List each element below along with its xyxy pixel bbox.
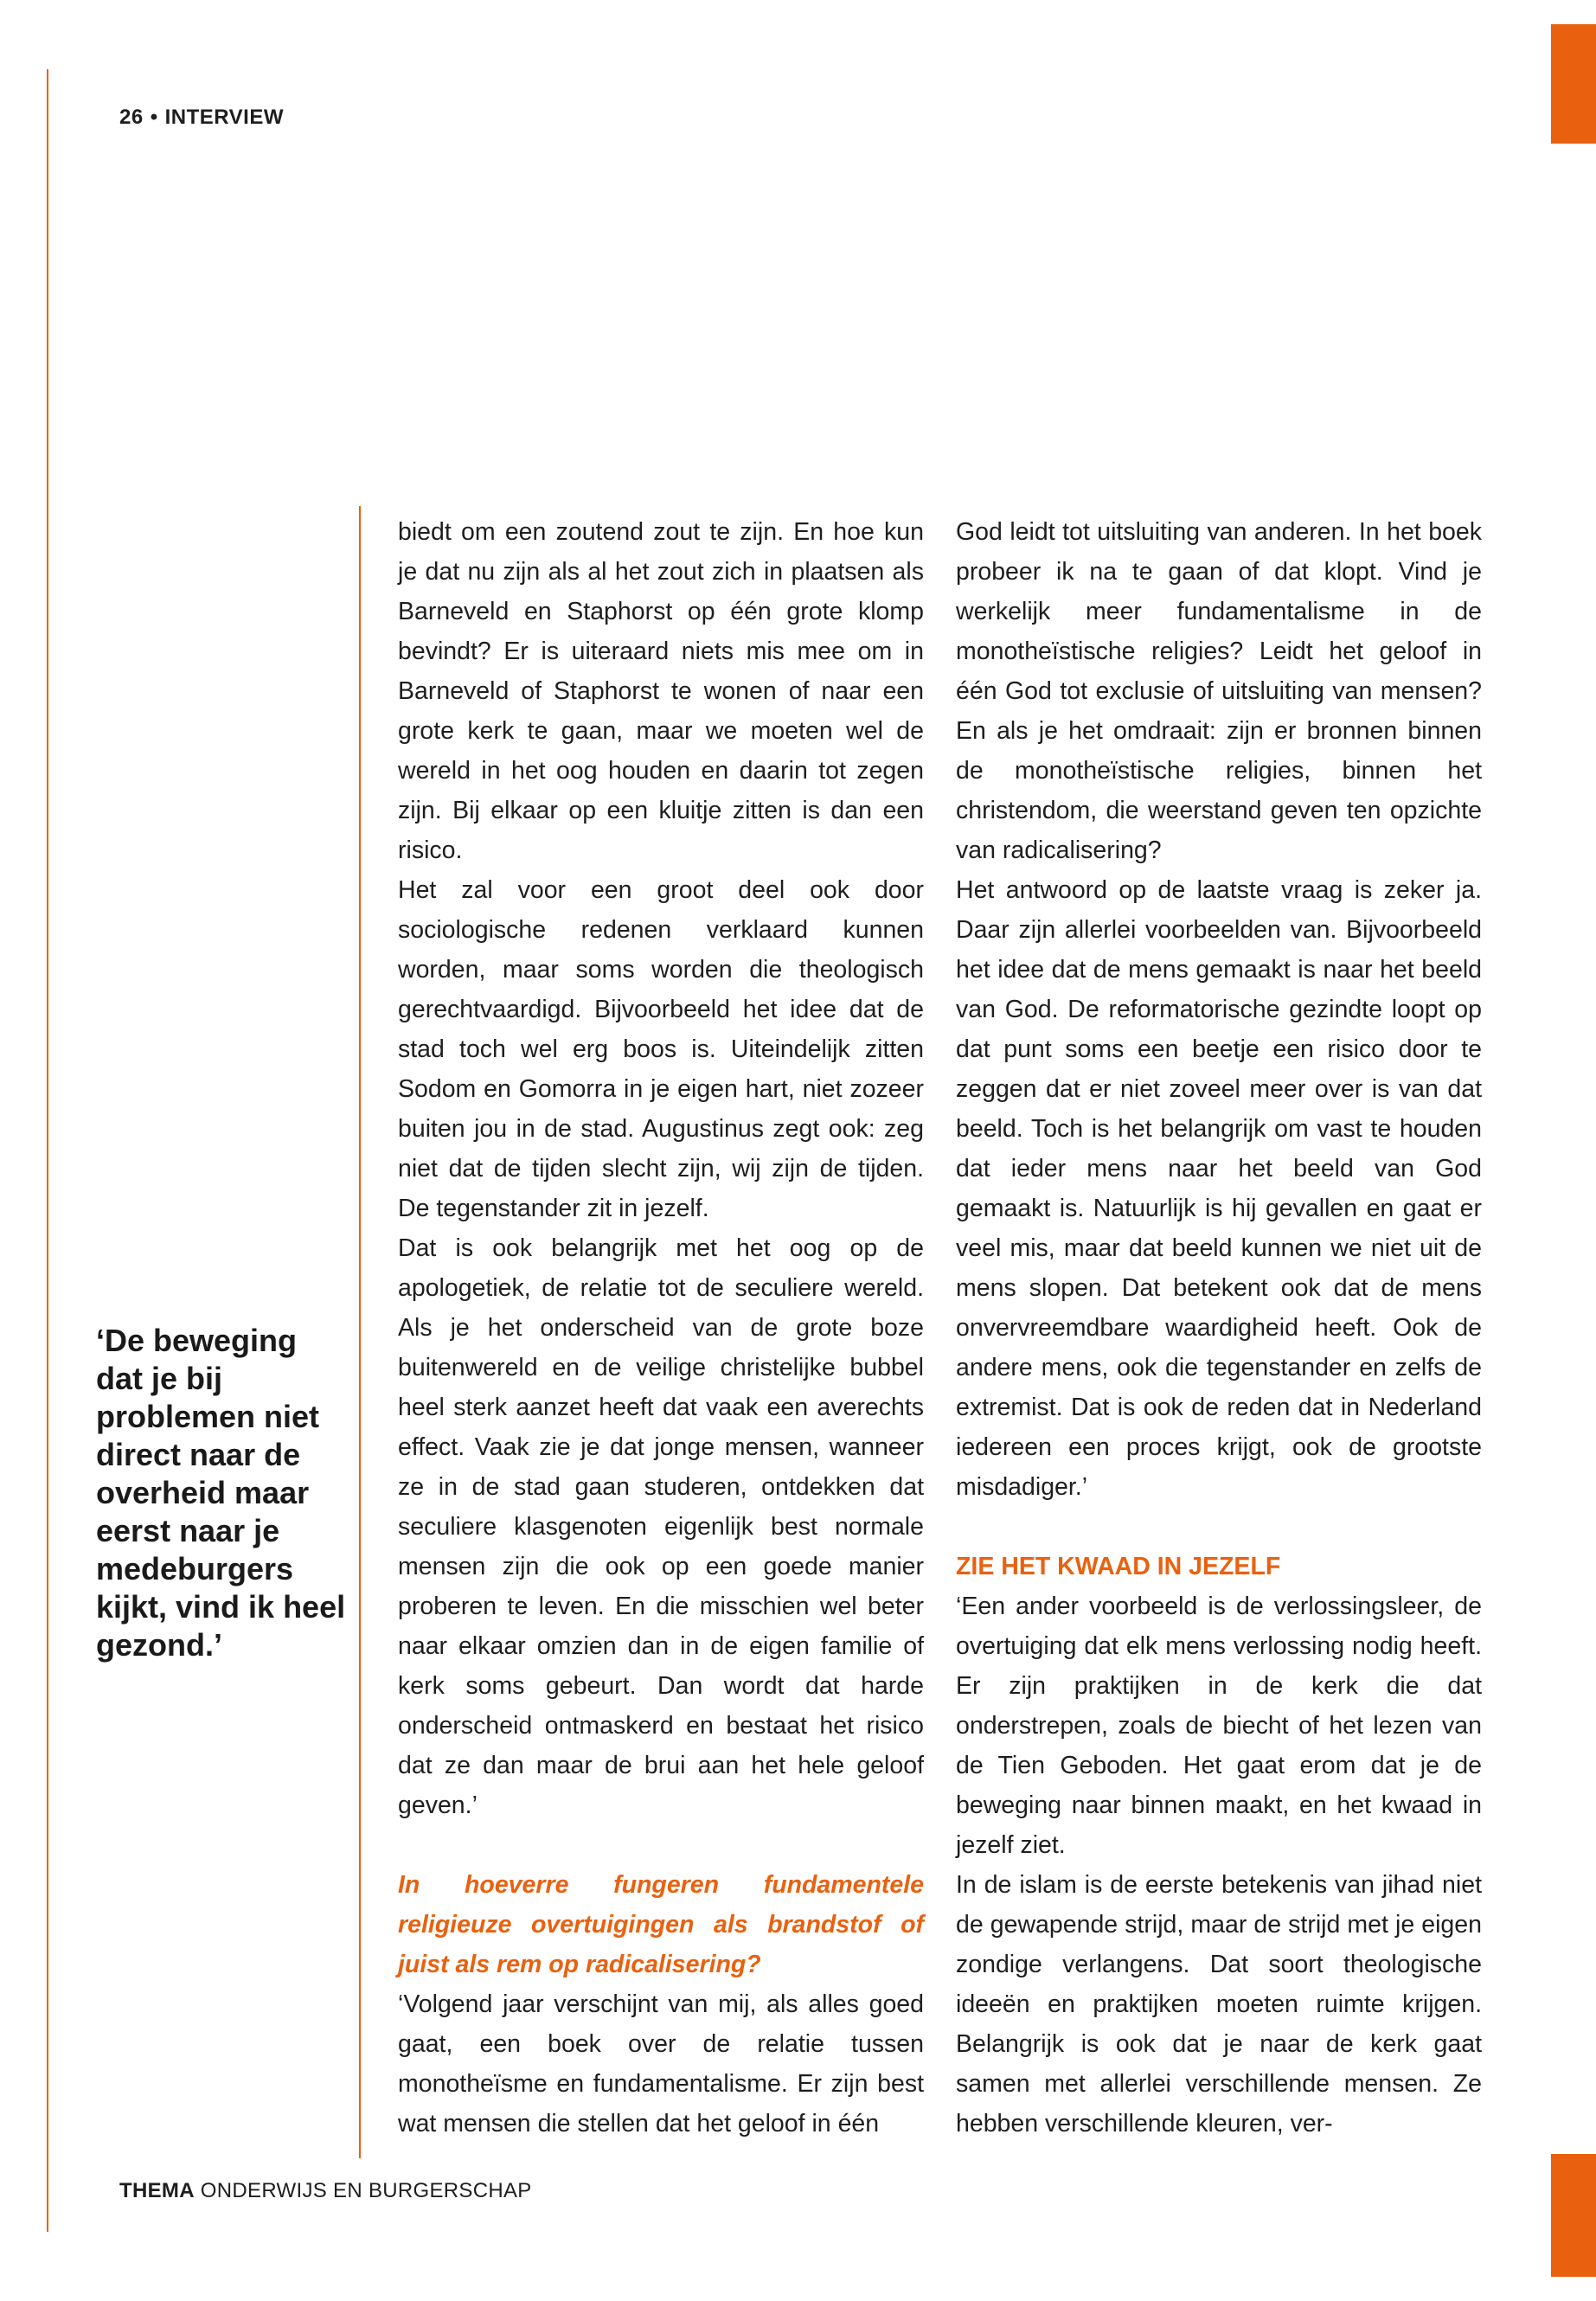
paragraph: Het zal voor een groot deel ook door sociologische redenen verklaard kunnen worden, maar soms worden die theologisch gerechtvaardigd. Bijvoorbeeld het idee dat de stad toch wel erg boos is. Uiteindelijk zitten Sodom en Gomorra in je eigen hart, niet zozeer buiten jou in de stad. Augustinus zegt ook: zeg niet dat de tijden slecht zijn, wij zijn de tijden. De tegenstander zit in jezelf. xyxy=(398,876,924,1222)
orange-edge-tab-top xyxy=(1551,24,1596,144)
page-header xyxy=(119,106,284,130)
pullquote-divider-rule xyxy=(359,506,361,2158)
section-label: INTERVIEW xyxy=(164,106,285,129)
paragraph: Het antwoord op de laatste vraag is zeker ja. Daar zijn allerlei voorbeelden van. Bijvoorbeeld het idee dat de mens gemaakt is naar het beeld van God. De reformatorische gezindte loopt op dat punt soms een beetje een risico door te zeggen dat er niet zoveel meer over is van dat beeld. Toch is het belangrijk om vast te houden dat ieder mens naar het beeld van God gemaakt is. Natuurlijk is hij gevallen en gaat er veel mis, maar dat beeld kunnen we niet uit de mens slopen. Dat betekent ook dat de mens onvervreemdbare waardigheid heeft. Ook de andere mens, ook die tegenstander en zelfs de extremist. Dat is ook de reden dat in Nederland iedereen een proces krijgt, ook de grootste misdadiger.’ xyxy=(956,876,1482,1501)
left-margin-rule xyxy=(47,69,48,2232)
magazine-brand: THEMA xyxy=(119,2179,195,2202)
page-footer xyxy=(119,2179,532,2203)
paragraph: ‘Volgend jaar verschijnt van mij, als alles goed gaat, een boek over de relatie tussen monotheïsme en fundamentalisme. Er zijn best wat mensen die stellen dat het geloof in één xyxy=(398,1990,924,2138)
paragraph: God leidt tot uitsluiting van anderen. In het boek probeer ik na te gaan of dat klopt. Vind je werkelijk meer fundamentalisme in de monotheïstische religies? Leidt het geloof in één God tot exclusie of uitsluiting van mensen? En als je het omdraait: zijn er bronnen binnen de monotheïstische religies, binnen het christendom, die weerstand geven ten opzichte van radicalisering? xyxy=(956,518,1482,864)
page-number: 26 xyxy=(119,106,144,129)
article-column-2 xyxy=(956,512,1482,2144)
orange-edge-tab-bottom xyxy=(1551,2154,1596,2277)
header-separator: • xyxy=(150,106,158,129)
pull-quote: ‘De beweging dat je bij problemen niet direct naar de overheid maar eerst naar je medeburgers kijkt, vind ik heel gezond.’ xyxy=(96,1323,346,1663)
paragraph: biedt om een zoutend zout te zijn. En hoe kun je dat nu zijn als al het zout zich in plaatsen als Barneveld en Staphorst op één grote klomp bevindt? Er is uiteraard niets mis mee om in Barneveld of Staphorst te wonen of naar een grote kerk te gaan, maar we moeten wel de wereld in het oog houden en daarin tot zegen zijn. Bij elkaar op een kluitje zitten is dan een risico. xyxy=(398,518,924,864)
section-heading: ZIE HET KWAAD IN JEZELF xyxy=(956,1553,1281,1580)
magazine-subtitle: ONDERWIJS EN BURGERSCHAP xyxy=(200,2179,532,2202)
paragraph: In de islam is de eerste betekenis van jihad niet de gewapende strijd, maar de strijd met je eigen zondige verlangens. Dat soort theologische ideeën en praktijken moeten ruimte krijgen. Belangrijk is ook dat je naar de kerk gaat samen met allerlei verschillende mensen. Ze hebben verschillende kleuren, ver- xyxy=(956,1871,1482,2138)
paragraph: ‘Een ander voorbeeld is de verlossingsleer, de overtuiging dat elk mens verlossing nodig heeft. Er zijn praktijken in de kerk die dat onderstrepen, zoals de biecht of het lezen van de Tien Geboden. Het gaat erom dat je de beweging naar binnen maakt, en het kwaad in jezelf ziet. xyxy=(956,1593,1482,1859)
paragraph: Dat is ook belangrijk met het oog op de apologetiek, de relatie tot de seculiere wereld. Als je het onderscheid van de grote boze buitenwereld en de veilige christelijke bubbel heel sterk aanzet heeft dat vaak een averechts effect. Vaak zie je dat jonge mensen, wanneer ze in de stad gaan studeren, ontdekken dat seculiere klasgenoten eigenlijk best normale mensen zijn die ook op een goede manier proberen te leven. En die misschien wel beter naar elkaar omzien dan in de eigen familie of kerk soms gebeurt. Dan wordt dat harde onderscheid ontmaskerd en bestaat het risico dat ze dan maar de brui aan het hele geloof geven.’ xyxy=(398,1234,924,1819)
interview-question: In hoeverre fungeren fundamentele religieuze overtuigingen als brandstof of juist als rem op radicalisering? xyxy=(398,1871,924,1978)
article-column-1 xyxy=(398,512,924,2144)
